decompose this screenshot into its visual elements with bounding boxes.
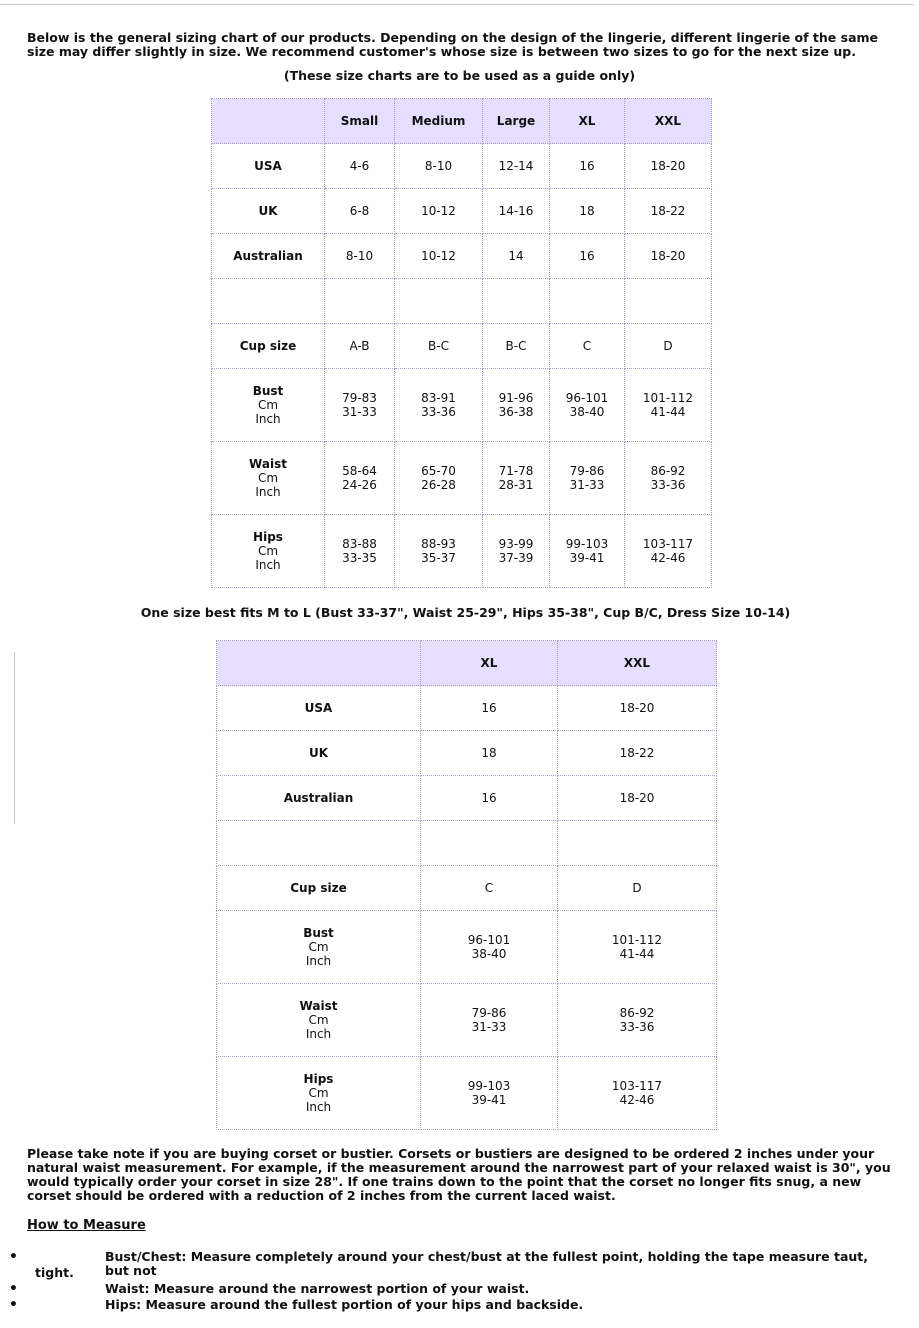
- table-cell: 18-20: [625, 144, 712, 189]
- header-cell: XXL: [558, 641, 717, 686]
- table-cell: 99-103 39-41: [550, 515, 625, 588]
- xl-size-chart-table: [216, 640, 717, 1130]
- table-row: [217, 866, 717, 911]
- row-label: Bust Cm Inch: [217, 911, 421, 984]
- table-row: [212, 324, 712, 369]
- table-cell: 18-22: [625, 189, 712, 234]
- row-label: Waist Cm Inch: [212, 442, 325, 515]
- table-cell: 65-70 26-28: [395, 442, 483, 515]
- row-label: Australian: [212, 234, 325, 279]
- list-item: [0, 1250, 919, 1282]
- table-cell: 16: [421, 776, 558, 821]
- table-row: [212, 189, 712, 234]
- table-cell: 83-91 33-36: [395, 369, 483, 442]
- blank-row: [217, 821, 717, 866]
- table-cell: 58-64 24-26: [325, 442, 395, 515]
- table-cell: 101-112 41-44: [625, 369, 712, 442]
- intro-paragraph: Below is the general sizing chart of our products. Depending on the design of the lingerie, different lingerie of the same size may differ slightly in size. We recommend customer's whose size is between two sizes to go for the next size up.: [27, 30, 879, 59]
- table-cell: 18: [421, 731, 558, 776]
- top-divider: [0, 4, 914, 5]
- table-row: [217, 731, 717, 776]
- table-cell: 79-86 31-33: [421, 984, 558, 1057]
- table-cell: 12-14: [483, 144, 550, 189]
- table-cell: 18: [550, 189, 625, 234]
- table-row: [212, 144, 712, 189]
- table-header-row: [212, 99, 712, 144]
- measure-instructions-list: [0, 1250, 919, 1314]
- table-cell: 79-83 31-33: [325, 369, 395, 442]
- table-row: [217, 686, 717, 731]
- blank-row: [212, 279, 712, 324]
- row-label: Bust Cm Inch: [212, 369, 325, 442]
- table-cell: 99-103 39-41: [421, 1057, 558, 1130]
- row-label: UK: [217, 731, 421, 776]
- table-cell: D: [558, 866, 717, 911]
- list-item: [0, 1282, 919, 1298]
- table-cell: B-C: [483, 324, 550, 369]
- bust-instruction: Bust/Chest: Measure completely around your chest/bust at the fullest point, holding the tape measure taut, but not: [105, 1249, 869, 1278]
- table-cell: 16: [550, 144, 625, 189]
- waist-instruction: Waist: Measure around the narrowest portion of your waist.: [105, 1281, 530, 1296]
- bullet-icon: •: [9, 1249, 18, 1265]
- measurement-row: [212, 442, 712, 515]
- one-size-note: One size best fits M to L (Bust 33-37", Waist 25-29", Hips 35-38", Cup B/C, Dress Size 10-14): [140, 605, 791, 620]
- table-cell: 86-92 33-36: [625, 442, 712, 515]
- list-item: [0, 1298, 919, 1314]
- table-cell: 18-20: [625, 234, 712, 279]
- row-label: Waist Cm Inch: [217, 984, 421, 1057]
- table-cell: 79-86 31-33: [550, 442, 625, 515]
- measurement-row: [212, 515, 712, 588]
- header-cell: XL: [421, 641, 558, 686]
- bust-instruction-continued: tight.: [35, 1265, 74, 1280]
- table-cell: 10-12: [395, 189, 483, 234]
- row-label: USA: [217, 686, 421, 731]
- table-cell: 4-6: [325, 144, 395, 189]
- row-label: USA: [212, 144, 325, 189]
- table-cell: 16: [421, 686, 558, 731]
- table-cell: 18-20: [558, 776, 717, 821]
- bullet-icon: •: [9, 1281, 18, 1297]
- hips-instruction: Hips: Measure around the fullest portion of your hips and backside.: [105, 1297, 584, 1312]
- table-cell: 6-8: [325, 189, 395, 234]
- table-cell: 10-12: [395, 234, 483, 279]
- table-cell: D: [625, 324, 712, 369]
- left-side-bar: [0, 652, 15, 824]
- header-cell: Large: [483, 99, 550, 144]
- table-cell: 16: [550, 234, 625, 279]
- table-cell: 93-99 37-39: [483, 515, 550, 588]
- how-to-measure-heading: How to Measure: [27, 1218, 146, 1233]
- row-label: UK: [212, 189, 325, 234]
- table-cell: 101-112 41-44: [558, 911, 717, 984]
- row-label: Hips Cm Inch: [217, 1057, 421, 1130]
- row-label: Cup size: [217, 866, 421, 911]
- row-label: Hips Cm Inch: [212, 515, 325, 588]
- table-cell: B-C: [395, 324, 483, 369]
- table-cell: 71-78 28-31: [483, 442, 550, 515]
- header-blank-cell: [217, 641, 421, 686]
- measurement-row: [217, 984, 717, 1057]
- table-cell: C: [550, 324, 625, 369]
- table-cell: 103-117 42-46: [625, 515, 712, 588]
- row-label: Cup size: [212, 324, 325, 369]
- table-cell: 14: [483, 234, 550, 279]
- table-row: [212, 234, 712, 279]
- table-cell: A-B: [325, 324, 395, 369]
- guide-note: (These size charts are to be used as a guide only): [283, 68, 636, 83]
- header-blank-cell: [212, 99, 325, 144]
- table-cell: 96-101 38-40: [421, 911, 558, 984]
- table-cell: 18-20: [558, 686, 717, 731]
- header-cell: XXL: [625, 99, 712, 144]
- measurement-row: [217, 911, 717, 984]
- table-cell: 86-92 33-36: [558, 984, 717, 1057]
- table-cell: 103-117 42-46: [558, 1057, 717, 1130]
- table-cell: 14-16: [483, 189, 550, 234]
- table-cell: 91-96 36-38: [483, 369, 550, 442]
- table-header-row: [217, 641, 717, 686]
- bullet-icon: •: [9, 1297, 18, 1313]
- table-cell: 8-10: [325, 234, 395, 279]
- table-cell: 8-10: [395, 144, 483, 189]
- table-row: [217, 776, 717, 821]
- corset-note: Please take note if you are buying corset or bustier. Corsets or bustiers are designed to be ordered 2 inches under your natural waist measurement. For example, if the measurement around the narrowest part of your relaxed waist is 30", you would typically order your corset in size 28". If one trains down to the point that the corset no longer fits snug, a new corset should be ordered with a reduction of 2 inches from the current laced waist.: [27, 1146, 891, 1203]
- measurement-row: [217, 1057, 717, 1130]
- header-cell: XL: [550, 99, 625, 144]
- table-cell: 96-101 38-40: [550, 369, 625, 442]
- table-cell: 18-22: [558, 731, 717, 776]
- table-cell: 83-88 33-35: [325, 515, 395, 588]
- table-cell: 88-93 35-37: [395, 515, 483, 588]
- header-cell: Small: [325, 99, 395, 144]
- size-chart-table: [211, 98, 712, 588]
- measurement-row: [212, 369, 712, 442]
- row-label: Australian: [217, 776, 421, 821]
- header-cell: Medium: [395, 99, 483, 144]
- table-cell: C: [421, 866, 558, 911]
